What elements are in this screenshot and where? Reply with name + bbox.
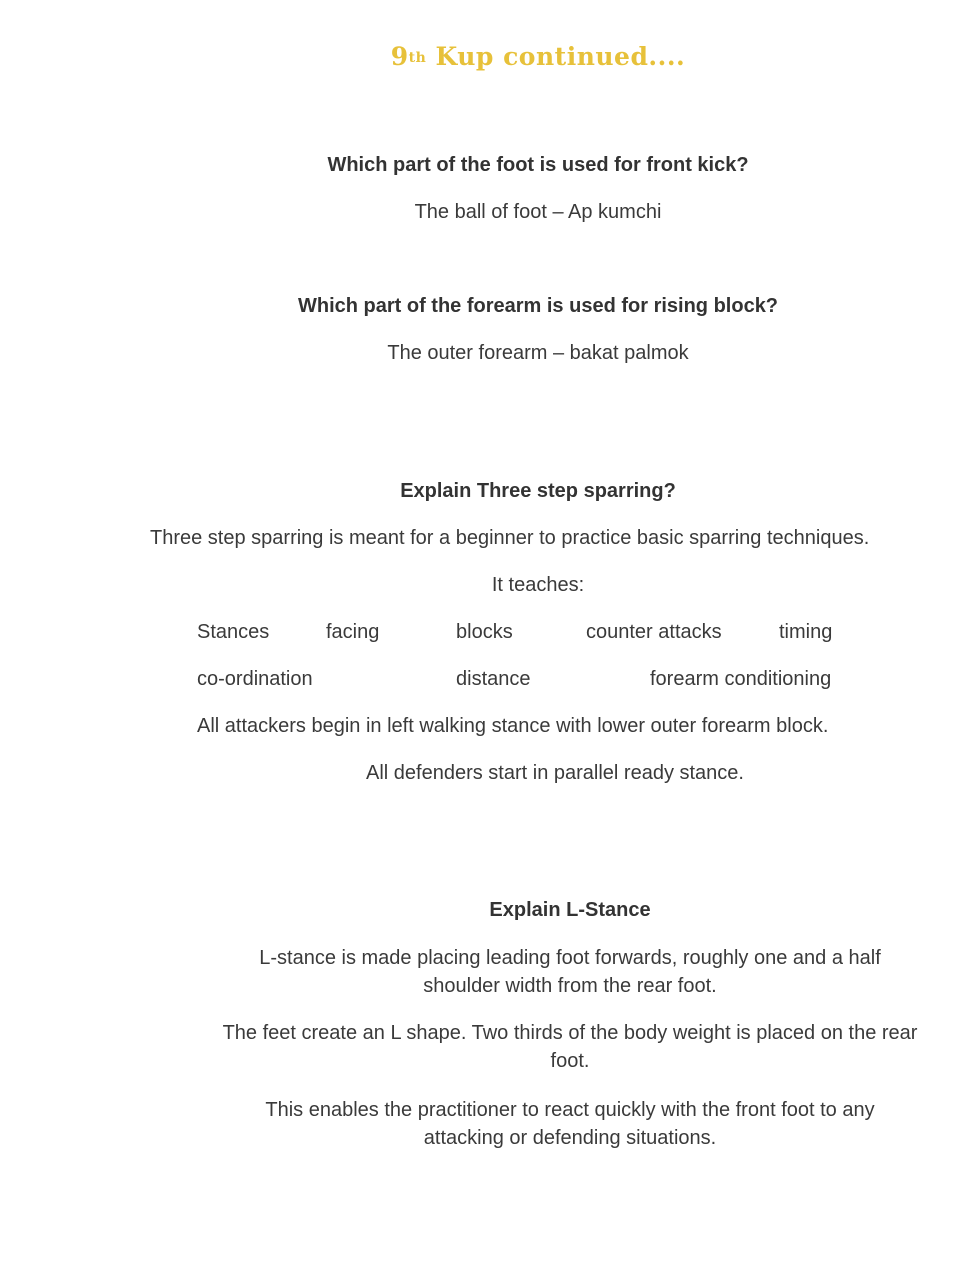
teaches-item-counter-attacks: counter attacks xyxy=(586,621,722,643)
teaches-item-coordination: co-ordination xyxy=(197,668,313,690)
question-three-step-sparring: Explain Three step sparring? xyxy=(400,480,676,502)
question-l-stance: Explain L-Stance xyxy=(489,899,651,921)
teaches-item-stances: Stances xyxy=(197,621,270,643)
answer-front-kick: The ball of foot – Ap kumchi xyxy=(414,201,662,223)
three-step-intro: Three step sparring is meant for a beginner to practice basic sparring techniques. xyxy=(150,527,870,549)
l-stance-paragraph-2: The feet create an L shape. Two thirds of the body weight is placed on the rear foot. xyxy=(222,1022,918,1072)
attackers-text: All attackers begin in left walking stance with lower outer forearm block. xyxy=(197,715,829,737)
teaches-item-facing: facing xyxy=(326,621,380,643)
question-rising-block: Which part of the forearm is used for rising block? xyxy=(297,295,779,317)
teaches-label: It teaches: xyxy=(491,574,585,596)
page-title: 9th Kup continued.... xyxy=(390,42,686,71)
teaches-item-forearm-conditioning: forearm conditioning xyxy=(650,668,832,690)
l-stance-paragraph-3: This enables the practitioner to react quickly with the front foot to any attacking or defending situations. xyxy=(265,1099,875,1149)
question-front-kick: Which part of the foot is used for front kick? xyxy=(327,154,749,176)
l-stance-paragraph-1: L-stance is made placing leading foot forwards, roughly one and a half shoulder width from the rear foot. xyxy=(259,947,881,997)
answer-rising-block: The outer forearm – bakat palmok xyxy=(387,342,689,364)
teaches-item-timing: timing xyxy=(779,621,833,643)
teaches-item-blocks: blocks xyxy=(456,621,513,643)
teaches-item-distance: distance xyxy=(456,668,531,690)
defenders-text: All defenders start in parallel ready stance. xyxy=(366,762,744,784)
